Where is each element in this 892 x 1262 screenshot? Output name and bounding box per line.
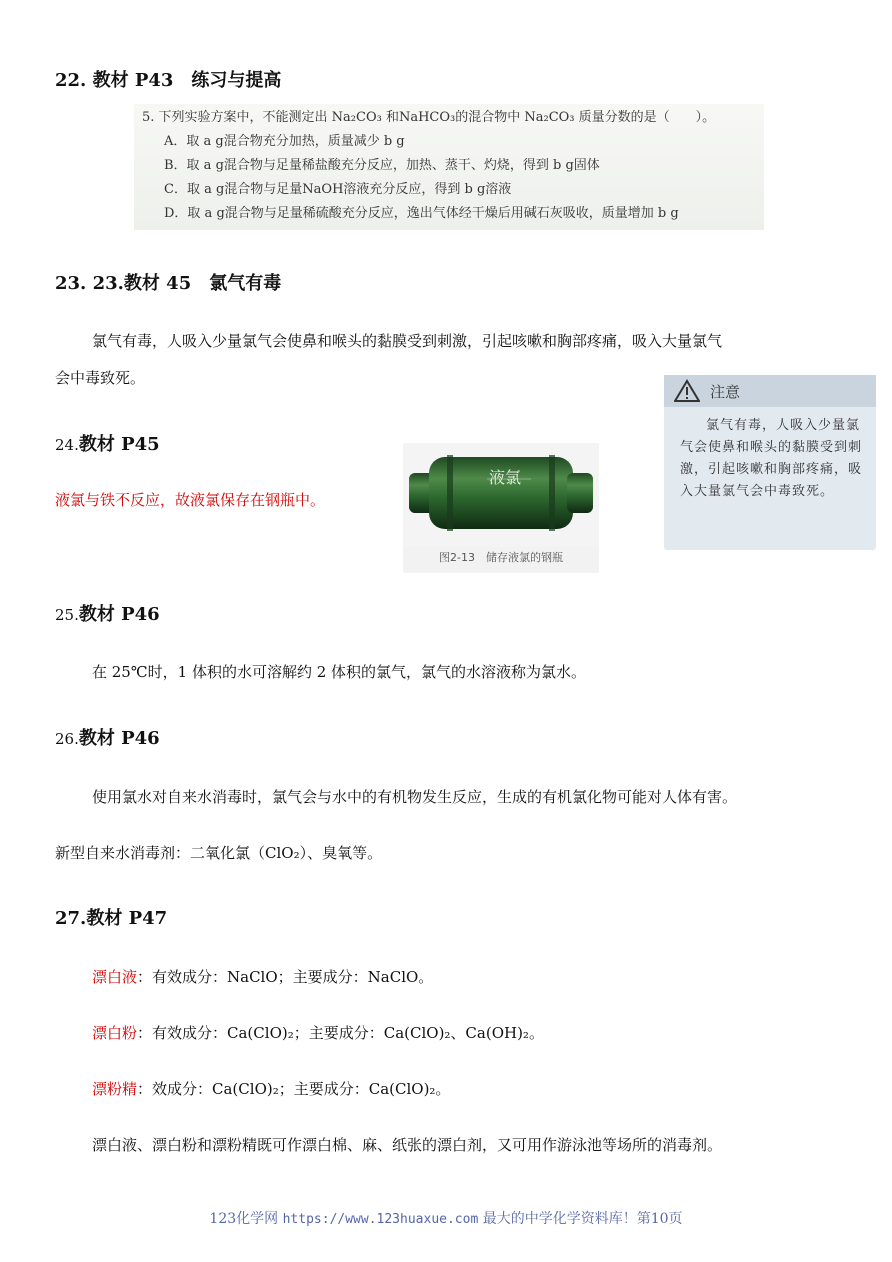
section-23-para-line1: 氯气有毒，人吸入少量氯气会使鼻和喉头的黏膜受到刺激，引起咳嗽和胸部疼痛，吸入大量氯气 (92, 332, 723, 350)
exercise-option-d: D．取 a g混合物与足量稀硫酸充分反应，逸出气体经干燥后用碱石灰吸收，质量增加 b g (164, 206, 679, 221)
section-23-heading: 23. 23.教材 45 氯气有毒 (55, 273, 282, 294)
cylinder-label: 液氯 (489, 468, 522, 487)
section-26-number: 26. (55, 730, 79, 748)
caution-text: 氯气有毒，人吸入少量氯气会使鼻和喉头的黏膜受到刺激，引起咳嗽和胸部疼痛，吸入大量氯气会中毒致死。 (680, 418, 863, 499)
caution-header (664, 375, 876, 407)
section-25-number: 25. (55, 606, 79, 624)
bleach-item-1 (92, 962, 433, 992)
section-24-number: 24. (55, 436, 79, 454)
cylinder-figure (403, 443, 599, 573)
section-26-para-line2: 新型自来水消毒剂：二氧化氯（ClO₂）、臭氧等。 (55, 844, 383, 862)
warning-icon (674, 379, 700, 403)
bleach-item-2-name: 漂白粉 (92, 1024, 138, 1042)
bleach-item-1-name: 漂白液 (92, 968, 138, 986)
section-26-heading: 教材 P46 (78, 728, 160, 749)
bleach-item-2 (92, 1018, 544, 1048)
caution-title: 注意 (710, 383, 741, 401)
bleach-item-3-text: ：效成分：Ca(ClO)₂；主要成分：Ca(ClO)₂。 (137, 1080, 451, 1098)
section-25-heading: 教材 P46 (78, 604, 160, 625)
section-26-para-line1: 使用氯水对自来水消毒时，氯气会与水中的有机物发生反应，生成的有机氯化物可能对人体有害。 (92, 788, 738, 806)
steel-cylinder-image (403, 443, 599, 547)
section-24-red-note: 液氯与铁不反应，故液氯保存在钢瓶中。 (55, 491, 326, 509)
section-27-summary: 漂白液、漂白粉和漂粉精既可作漂白棉、麻、纸张的漂白剂，又可用作游泳池等场所的消毒剂。 (92, 1136, 723, 1154)
bleach-item-3-name: 漂粉精 (92, 1080, 138, 1098)
section-24-heading: 教材 P45 (78, 434, 160, 455)
caution-box (664, 375, 876, 550)
section-23-para-line2: 会中毒致死。 (55, 369, 146, 387)
section-26-heading-wrap (55, 724, 160, 750)
page-footer (0, 1208, 892, 1228)
exercise-option-c: C．取 a g混合物与足量NaOH溶液充分反应，得到 b g溶液 (164, 182, 512, 197)
section-27-heading: 27.教材 P47 (55, 908, 168, 929)
exercise-image (134, 104, 764, 230)
footer-slogan: 最大的中学化学资料库！第10页 (482, 1211, 683, 1227)
bleach-item-3 (92, 1074, 450, 1104)
section-25-para: 在 25℃时，1 体积的水可溶解约 2 体积的氯气，氯气的水溶液称为氯水。 (92, 663, 587, 681)
exercise-option-a: A．取 a g混合物充分加热，质量减少 b g (164, 134, 405, 149)
footer-url-link[interactable]: https://www.123huaxue.com (282, 1212, 479, 1227)
section-22-heading: 22. 教材 P43 练习与提高 (55, 70, 282, 91)
figure-caption: 图2-13 储存液氯的钢瓶 (439, 551, 563, 564)
bleach-item-1-text: ：有效成分：NaClO；主要成分：NaClO。 (137, 968, 434, 986)
section-25-heading-wrap (55, 600, 160, 626)
exercise-question: 5. 下列实验方案中，不能测定出 Na₂CO₃ 和NaHCO₃的混合物中 Na₂CO₃ 质量分数的是（ ）。 (142, 110, 716, 125)
exercise-option-b: B．取 a g混合物与足量稀盐酸充分反应，加热、蒸干、灼烧，得到 b g固体 (164, 158, 600, 173)
footer-site-name: 123化学网 (209, 1211, 279, 1227)
bleach-item-2-text: ：有效成分：Ca(ClO)₂；主要成分：Ca(ClO)₂、Ca(OH)₂。 (137, 1024, 544, 1042)
section-24-heading-wrap (55, 430, 160, 456)
